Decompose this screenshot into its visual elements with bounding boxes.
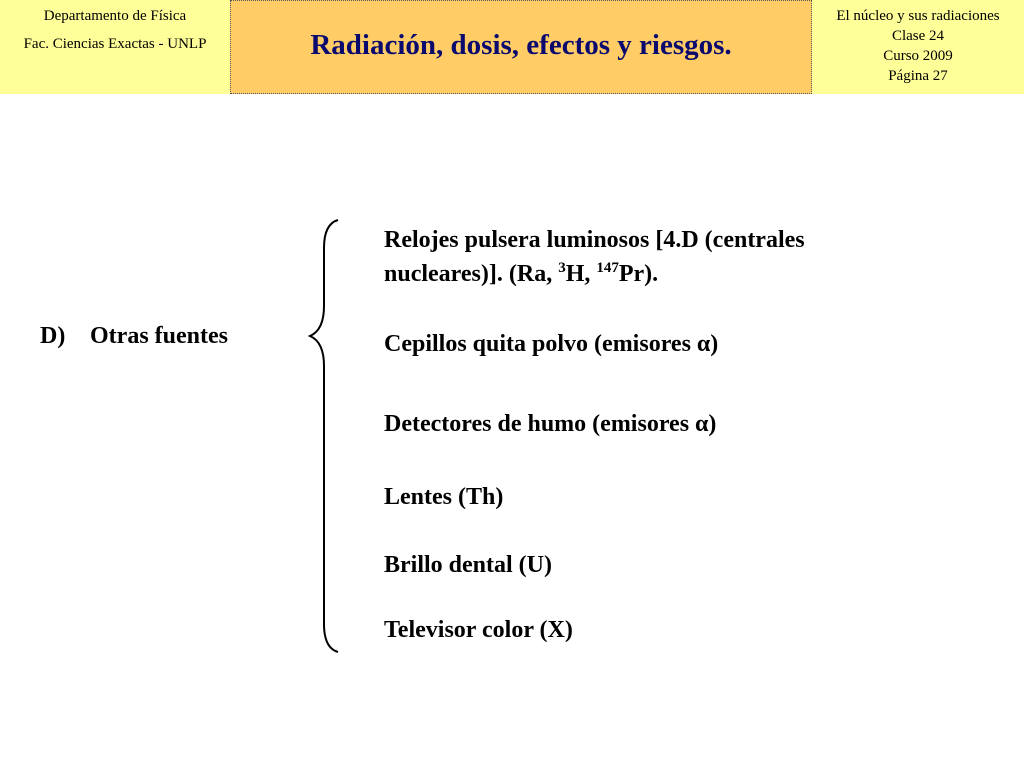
header-right-box <box>812 0 1024 94</box>
relojes-line-2 <box>384 257 805 291</box>
page-number-label: Página 27 <box>888 68 948 84</box>
relojes-line-1: Relojes pulsera luminosos [4.D (centrales <box>384 227 805 253</box>
course-year-label: Curso 2009 <box>883 48 953 64</box>
section-name: Otras fuentes <box>90 323 228 349</box>
slide-title: Radiación, dosis, efectos y riesgos. <box>310 28 732 61</box>
section-label <box>40 323 228 350</box>
department-label: Departamento de Física <box>43 8 187 24</box>
curly-brace <box>308 218 342 654</box>
class-number-label: Clase 24 <box>891 28 945 44</box>
faculty-label: Fac. Ciencias Exactas - UNLP <box>23 36 207 52</box>
isotope-mass-147: 147 <box>596 260 619 276</box>
list-item-televisor: Televisor color (X) <box>384 617 573 643</box>
list-item-detectores: Detectores de humo (emisores α) <box>384 411 717 437</box>
list-item-lentes: Lentes (Th) <box>384 484 504 510</box>
list-item-cepillos: Cepillos quita polvo (emisores α) <box>384 331 719 357</box>
section-letter: D) <box>40 323 66 349</box>
header-left-box <box>0 0 230 94</box>
slide-title-box <box>230 0 812 94</box>
relojes-text-b: H, <box>565 261 597 287</box>
isotope-mass-3: 3 <box>558 260 566 276</box>
relojes-text-c: Pr). <box>618 261 659 287</box>
list-item-brillo: Brillo dental (U) <box>384 552 552 578</box>
list-item-relojes <box>384 223 805 291</box>
course-topic-label: El núcleo y sus radiaciones <box>836 8 1000 24</box>
relojes-text-a: nucleares)]. (Ra, <box>384 261 559 287</box>
